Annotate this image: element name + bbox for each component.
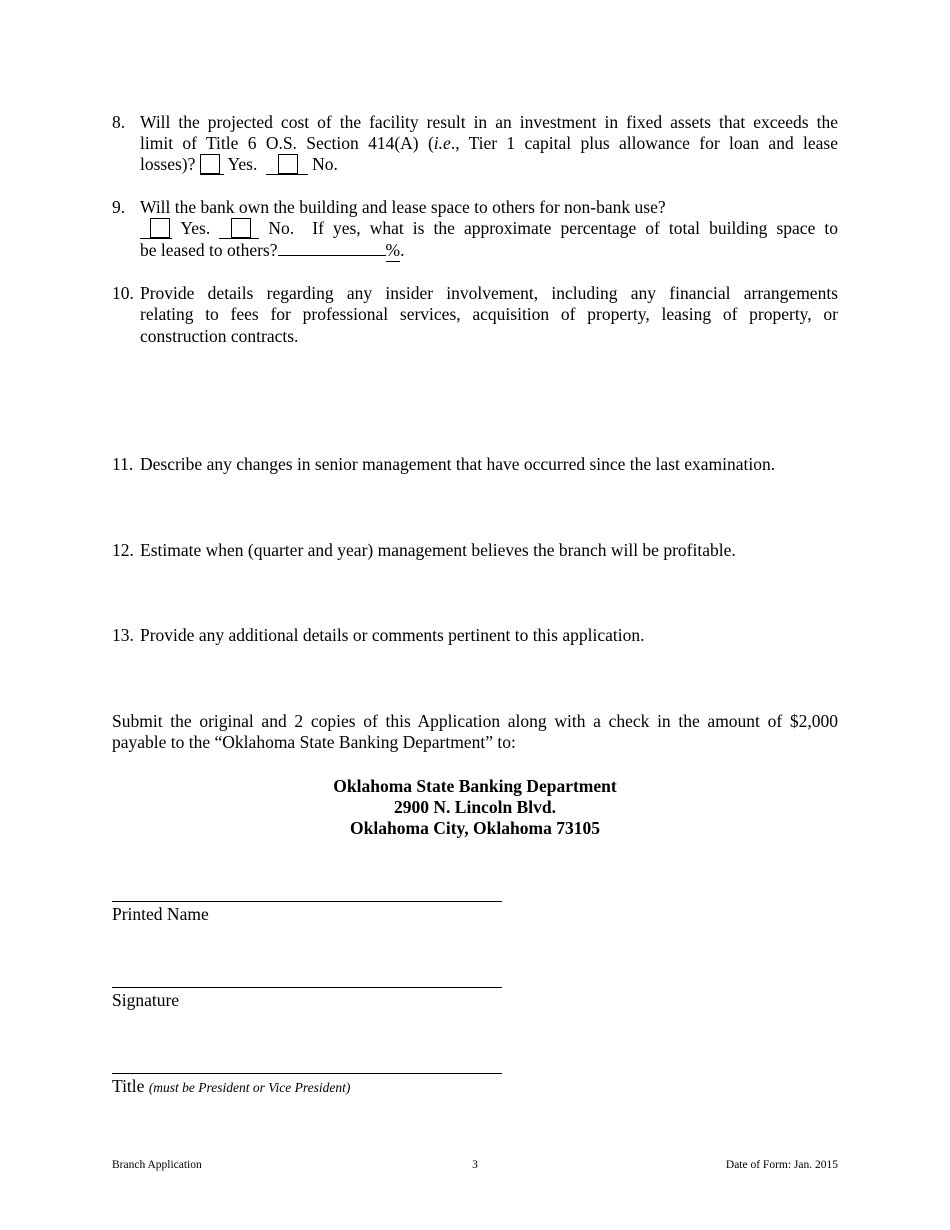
printed-name-label: Printed Name (112, 904, 209, 924)
q9-no-label: No. (268, 218, 295, 238)
footer-left: Branch Application (112, 1159, 202, 1171)
q8-line1: Will the projected cost of the facility result in an investment in fixed assets that exceeds the (140, 112, 838, 132)
q8-number: 8. (112, 112, 126, 132)
q9-number: 9. (112, 197, 126, 217)
q9-answer-row (140, 218, 838, 239)
q11-number: 11. (112, 454, 134, 474)
q8-no-checkbox[interactable] (278, 154, 298, 174)
q9-line3: be leased to others? (140, 240, 278, 260)
q9-percentage-input[interactable] (278, 255, 386, 256)
q9-line1: Will the bank own the building and lease space to others for non-bank use? (140, 197, 666, 217)
q12-number: 12. (112, 540, 134, 560)
address-street: 2900 N. Lincoln Blvd. (394, 797, 556, 817)
q8-line3: losses)? (140, 154, 196, 174)
q8-no-label: No. (312, 154, 338, 174)
q8-line2: limit of Title 6 O.S. Section 414(A) (i.e., Tier 1 capital plus allowance for loan and lease (140, 133, 839, 153)
q13-text: Provide any additional details or comments pertinent to this application. (140, 625, 645, 645)
q8-answer-row (140, 154, 338, 175)
q10-line3: construction contracts. (140, 326, 299, 346)
submit-line2: payable to the “Oklahoma State Banking Department” to: (112, 732, 516, 752)
q9-percent-sign: % (385, 240, 401, 260)
title-line[interactable] (112, 1073, 502, 1074)
signature-label: Signature (112, 990, 180, 1010)
address-name: Oklahoma State Banking Department (333, 776, 617, 796)
q10-number: 10. (112, 283, 134, 303)
q8-yes-label: Yes. (227, 154, 258, 174)
q12-text: Estimate when (quarter and year) management believes the branch will be profitable. (140, 540, 736, 560)
title-label-row (112, 1076, 350, 1098)
q9-line2: If yes, what is the approximate percentage of total building space to (312, 218, 839, 238)
printed-name-line[interactable] (112, 901, 502, 902)
title-label: Title (112, 1076, 145, 1096)
q10-line1: Provide details regarding any insider involvement, including any financial arrangements (140, 283, 838, 303)
q13-number: 13. (112, 625, 134, 645)
q11-text: Describe any changes in senior management that have occurred since the last examination. (140, 454, 776, 474)
q9-line3-row: be leased to others? %. (140, 240, 405, 260)
q10-line2: relating to fees for professional services, acquisition of property, leasing of property, or (140, 304, 838, 324)
q8-yes-checkbox[interactable] (200, 154, 220, 174)
q9-yes-checkbox[interactable] (150, 218, 170, 238)
title-note: (must be President or Vice President) (148, 1080, 351, 1095)
submit-line1: Submit the original and 2 copies of this Application along with a check in the amount of $2,000 (112, 711, 838, 731)
address-city: Oklahoma City, Oklahoma 73105 (350, 818, 600, 838)
q9-no-checkbox[interactable] (231, 218, 251, 238)
q9-yes-label: Yes. (180, 218, 211, 238)
footer-page-number: 3 (472, 1159, 478, 1171)
footer-right: Date of Form: Jan. 2015 (725, 1159, 838, 1171)
signature-line[interactable] (112, 987, 502, 988)
